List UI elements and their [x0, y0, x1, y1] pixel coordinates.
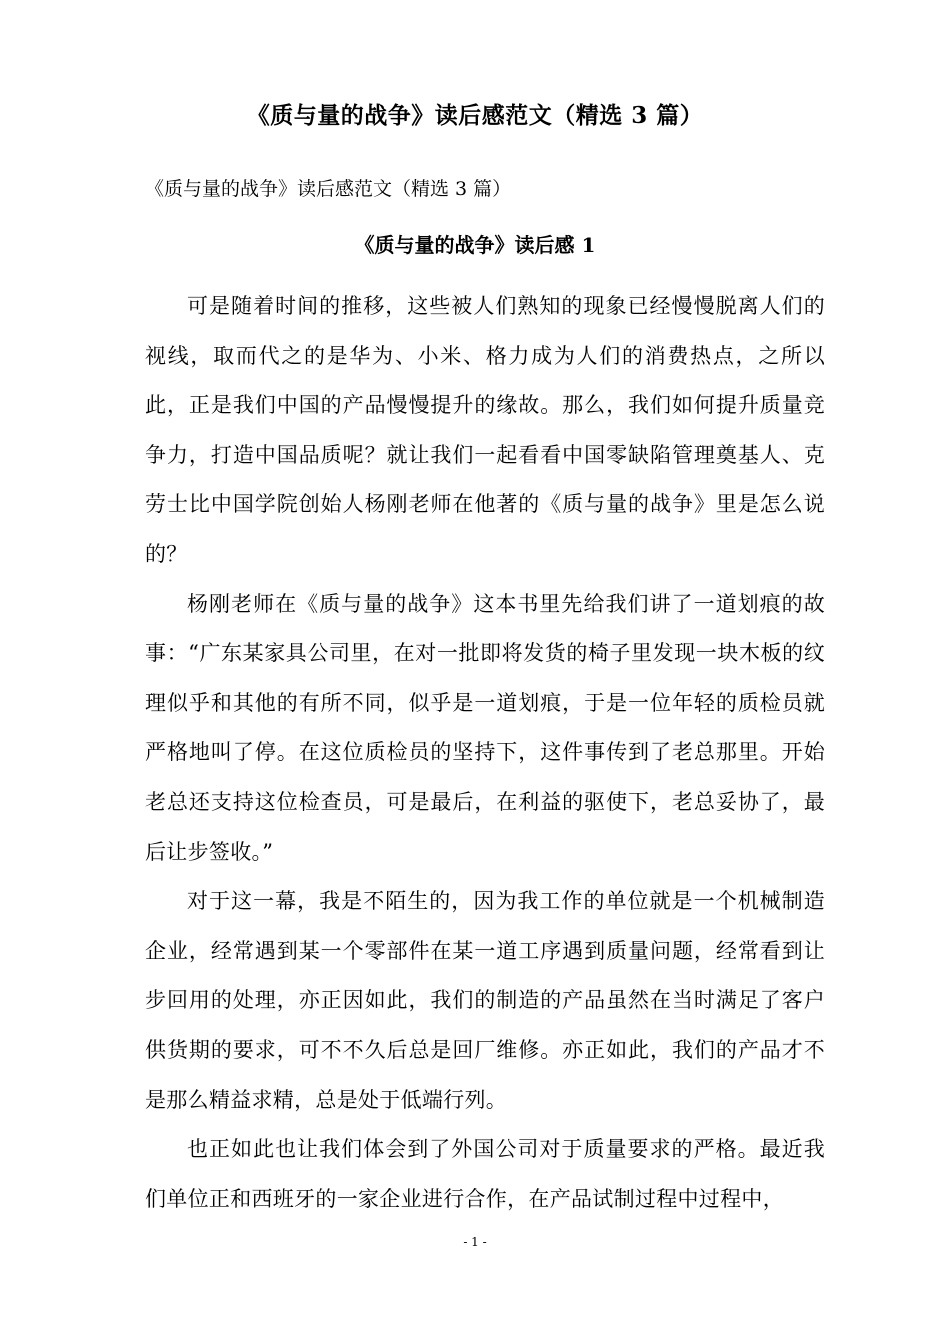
body-text — [145, 282, 825, 1224]
paragraph-3: 对于这一幕，我是不陌生的，因为我工作的单位就是一个机械制造企业，经常遇到某一个零部件在某一道工序遇到质量问题，经常看到让步回用的处理，亦正因如此，我们的制造的产品虽然在当时满足了客户供货期的要求，可不不久后总是回厂维修。亦正如此，我们的产品才不是那么精益求精，总是处于低端行列。 — [145, 889, 825, 1112]
paragraph-1: 可是随着时间的推移，这些被人们熟知的现象已经慢慢脱离人们的视线，取而代之的是华为、小米、格力成为人们的消费热点，之所以此，正是我们中国的产品慢慢提升的缘故。那么，我们如何提升质量竞争力，打造中国品质呢？就让我们一起看看中国零缺陷管理奠基人、克劳士比中国学院创始人杨刚老师在他著的《质与量的战争》里是怎么说的？ — [145, 294, 825, 566]
document-title: 《质与量的战争》读后感范文（精选 3 篇） — [246, 102, 704, 129]
paragraph-4: 也正如此也让我们体会到了外国公司对于质量要求的严格。最近我们单位正和西班牙的一家企业进行合作，在产品试制过程中过程中， — [145, 1137, 825, 1211]
document-subtitle: 《质与量的战争》读后感范文（精选 3 篇） — [145, 178, 512, 200]
section-heading: 《质与量的战争》读后感 1 — [354, 233, 596, 257]
paragraph-2: 杨刚老师在《质与量的战争》这本书里先给我们讲了一道划痕的故事：“广东某家具公司里，在对一批即将发货的椅子里发现一块木板的纹理似乎和其他的有所不同，似乎是一道划痕，于是一位年轻的质检员就严格地叫了停。在这位质检员的坚持下，这件事传到了老总那里。开始老总还支持这位检查员，可是最后，在利益的驱使下，老总妥协了，最后让步签收。” — [145, 591, 825, 864]
page-number: - 1 - — [463, 1235, 487, 1249]
